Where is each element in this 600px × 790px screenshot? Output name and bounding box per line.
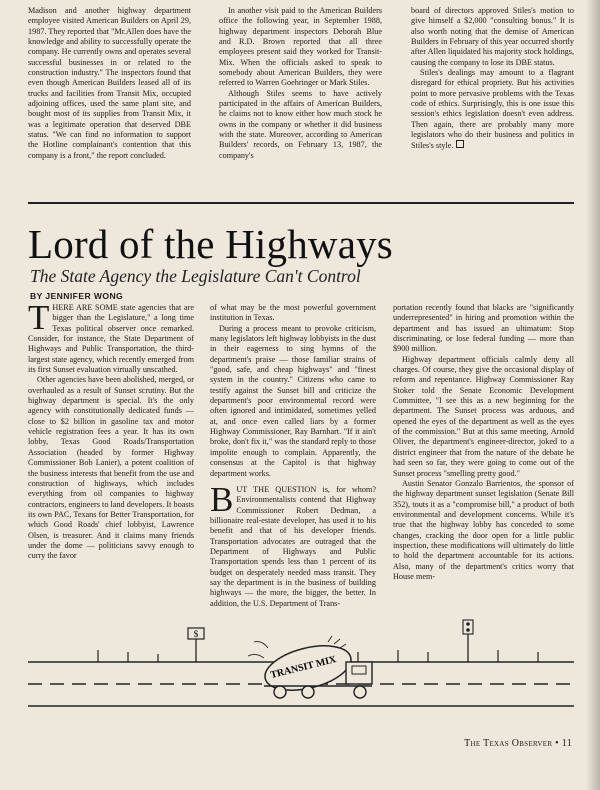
article-headline: Lord of the Highways [28,221,393,267]
top-column-1 [28,6,191,161]
end-mark-icon [456,140,464,148]
article-subhead: The State Agency the Legislature Can't Control [30,266,361,286]
paragraph: board of directors approved Stiles's motion to give himself a $2,000 "consulting bonus." It is also worth noting that the demise of American Builders in February of this year occurred shortly after Allen liquidated his majority stock holdings, causing the company to lose its DBE status. [411,6,574,67]
publication-name: The Texas Observer [464,738,553,749]
article-byline: BY JENNIFER WONG [30,291,124,301]
drop-cap: B [210,479,234,519]
lead-paragraph [28,298,195,375]
dollar-sign-signpost [188,628,204,662]
drop-cap: T [28,298,50,337]
top-column-3 [411,6,574,152]
sign-label: $ [193,629,199,639]
paragraph: During a process meant to provoke criticism, many legislators left highway lobbyists in the dust in their eagerness to sing hymns of the department's praise — those familiar strains of "good, safe, and cheap highways" and "finest system in the country." Citizens who came to testify against the Sunset bill and criticize the department's poor environmental record were often ignored and intimidated, sometimes yelled at, and once even called liars by a former Highway Commissioner, Ray Barnhart. "If it ain't broke, don't fix it," was the standard reply to those impolite enough to complain. Apparently, the consensus at the Capitol is that highway department works. [210,323,376,478]
paragraph: Madison and another highway department employee visited American Builders on April 29, 1987. They reported that "Mr.Allen does have the knowledge and ability to successfully operate the company. He currently owns and operates several successful businesses in or related to the construction industry." The inspectors found that even though American Builders leased all of its trucks and facilities from Transit Mix, occupied adjoining offices, used the same plant site, and bought most of its supplies from Transit Mix, it was a legitimate operation that deserved DBE status. "We can find no information to support the Hotline complainant's contention that this company is a front," the report concluded. [28,6,191,160]
paragraph: Austin Senator Gonzalo Barrientos, the sponsor of the highway department sunset legislation (Senate Bill 352), touts it as a "compromise bill," a product of both environmental and development concerns. While it's true that the highway lobby has conceded to some changes, cracking the door open for a little public inspection, these modifications will ultimately do little to hold the department accountable for its actions. Also, many of the department's critics worry that House mem- [393,478,574,581]
article-column-1 [28,298,195,562]
section-divider [28,202,574,204]
footer-separator: • [555,738,559,749]
article-column-2 [210,303,376,609]
lead-text: is, for whom? Environmentalists contend that Highway Commissioner Robert Dedman, a billionaire real-estate developer, has used it to his benefit and that of his developer friends. Transportation advocates are outraged that the Department of Highways and Public Transportation spends less than 1 percent of its budget on desperately needed mass transit. They say the department is in the business of building highways — the more, the bigger, the better. In addition, the U.S. Department of Trans- [210,484,376,608]
transit-mix-truck [248,636,372,698]
lead-in: UT THE QUESTION [236,484,317,494]
paragraph: of what may be the most powerful government institution in Texas. [210,303,376,323]
section-paragraph [210,479,376,609]
lead-in: HERE ARE SOME [52,303,118,312]
top-column-2 [219,6,382,161]
page-edge-shadow [586,0,600,790]
paragraph: Other agencies have been abolished, merged, or overhauled as a result of Sunset scrutiny. But the highway department is special. It's the only agency with constitutionally dedicated funds — close to $2 billion in gasoline tax and motor vehicle registration fees a year. It has its own lobby, Texas Good Roads/Transportation Association (headed by former Highway Commissioner Bob Lanier), a potent coalition of the business interests that benefit from the use and construction of highways, which includes everything from oil companies to highway contractors, engineers to land developers. It boasts its own PAC, Texans for Better Transportation, for which Good Roads' chief lobbyist, Lawrence Olsen, is treasurer. And it claims many friends under the dome — politicians savvy enough to curry the favor [28,375,194,561]
highway-truck-illustration [28,618,574,714]
traffic-light [463,620,473,662]
article-column-3 [393,303,574,582]
paragraph: In another visit paid to the American Builders office the following year, in September 1988, highway department inspectors Deborah Blue and R.D. Brown reported that all three employees present said they worked for Transit-Mix. When the officials asked to speak to somebody about American Builders, they were referred to Warren Goehringer or Mark Stiles. [219,6,382,88]
paragraph: Stiles's dealings may amount to a flagrant disregard for ethical propriety. But his activities point to more pervasive problems with the Texas code of ethics. Surprisingly, this is one issue this session's ethics legislation doesn't even address. Then again, there are probably many more legislators who do their business and politics in Stiles's style. [411,68,574,151]
truck-label: TRANSIT MIX [269,654,338,682]
lead-text: state agencies that are bigger than the Legislature," a long time Texas political observer once remarked. Consider, for instance, the State Department of Highways and Public Transportation, the third-largest state agency, which recently emerged from its first Sunset evaluation virtually unscathed. [28,303,195,375]
paragraph: Highway department officials calmly deny all charges. Of course, they give the occasional display of reform and repentance. Highway Commissioner Ray Stoker told the Senate Economic Development Committee, "I see this as a new beginning for the department. The Sunset process was arduous, and opened the eyes of the department as well as the eyes of the commission." But at this same meeting, Arnold Oliver, the department's engineer-director, joked to a district engineer that from the nature of the debate he had seen so far, they were going to come out of the Sunset process "smelling pretty good." [393,354,574,478]
page-number: 11 [561,738,572,749]
page-footer [464,738,572,749]
paragraph: Although Stiles seems to have actively participated in the affairs of American Builders, he claims not to know either how much stock he owns in the company or whether it did business with the state. Moreover, according to American Builders' records, on February 13, 1987, the company's [219,88,382,160]
paragraph: portation recently found that blacks are "significantly underrepresented" in hiring and promotion within the department and has issued an ultimatum: Stop discriminating, or lose federal funding — more than $900 million. [393,303,574,354]
